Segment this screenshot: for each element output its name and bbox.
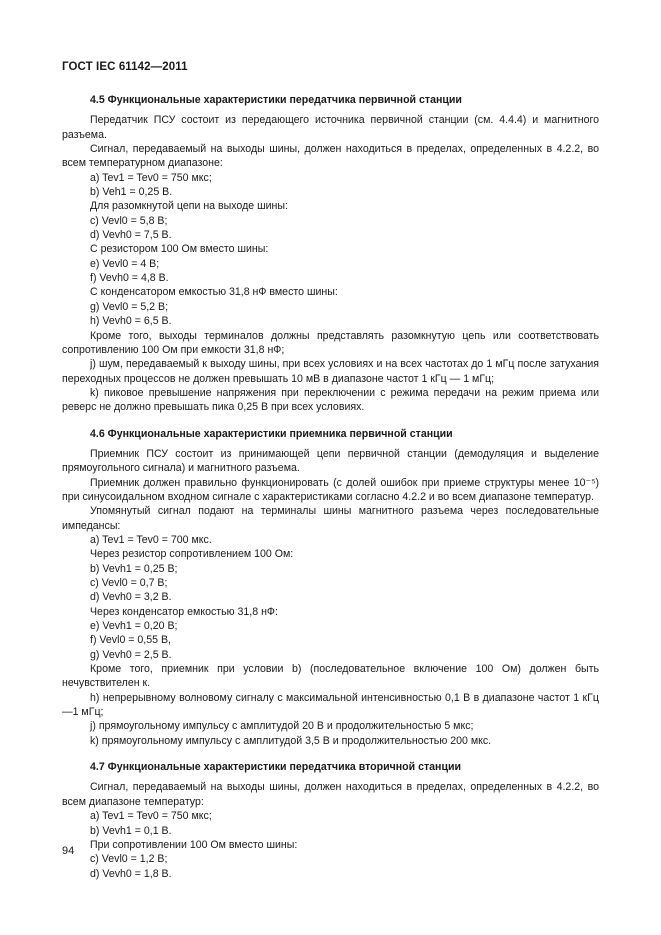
paragraph: Кроме того, приемник при условии b) (последовательное включение 100 Ом) должен быть нечувствителен к. <box>62 663 599 690</box>
paragraph: Передатчик ПСУ состоит из передающего источника первичной станции (см. 4.4.4) и магнитного разъема. <box>62 114 599 141</box>
list-item: a) Tev1 = Tev0 = 750 мкс; <box>90 810 212 823</box>
list-item: g) Vevl0 = 5,2 В; <box>90 300 169 313</box>
paragraph: Через резистор сопротивлением 100 Ом: <box>90 548 294 561</box>
list-item: c) Vevl0 = 5,8 В; <box>90 214 168 227</box>
list-item: f) Vevh0 = 4,8 В. <box>90 272 169 285</box>
list-item: b) Vevh1 = 0,1 В. <box>90 824 172 837</box>
list-item: f) Vevl0 = 0,55 В, <box>90 634 171 647</box>
paragraph: Приемник должен правильно функционировать (с долей ошибок при приеме структуры менее 10⁻⁵) при синусоидальном входном сигнале с характеристиками согласно 4.2.2 и во всем диапазоне температур. <box>62 476 599 503</box>
list-item: g) Vevh0 = 2,5 В. <box>90 648 172 661</box>
section-heading: 4.5 Функциональные характеристики передатчика первичной станции <box>90 94 462 106</box>
paragraph: Через конденсатор емкостью 31,8 нФ: <box>90 605 278 618</box>
list-item: j) шум, передаваемый к выходу шины, при всех условиях и на всех частотах до 1 мГц после затухания переходных процессов не должен превышать 10 мВ в диапазоне частот 1 кГц — 1 мГц; <box>62 358 599 385</box>
list-item: k) пиковое превышение напряжения при переключении с режима передачи на режим приема или реверс не должно превышать пика 0,25 В при всех условиях. <box>62 386 599 414</box>
page-number: 94 <box>62 845 75 857</box>
paragraph: С конденсатором емкостью 31,8 нФ вместо шины: <box>90 286 338 299</box>
section-heading: 4.7 Функциональные характеристики передатчика вторичной станции <box>90 761 461 774</box>
list-item: b) Vevh1 = 0,25 В; <box>90 562 178 575</box>
list-item: e) Vevh1 = 0,20 В; <box>90 620 178 633</box>
list-item: h) Vevh0 = 6,5 В. <box>90 315 172 328</box>
list-item: h) непрерывному волновому сигналу с максимальной интенсивностью 0,1 В в диапазоне частот 1 кГц —1 мГц; <box>62 691 599 719</box>
list-item: j) прямоугольному импульсу с амплитудой 20 В и продолжительностью 5 мкс; <box>90 720 474 733</box>
paragraph: Сигнал, передаваемый на выходы шины, должен находиться в пределах, определенных в 4.2.2, во всем температурном диапазоне: <box>62 143 599 170</box>
paragraph: Сигнал, передаваемый на выходы шины, должен находиться в пределах, определенных в 4.2.2, во всем диапазоне температур: <box>62 781 599 808</box>
section-heading: 4.6 Функциональные характеристики приемника первичной станции <box>90 427 453 440</box>
paragraph: Упомянутый сигнал подают на терминалы шины магнитного разъема через последовательные импедансы: <box>62 505 599 532</box>
paragraph: Приемник ПСУ состоит из принимающей цепи первичной станции (демодуляция и выделение прямоугольного сигнала) и магнитного разъема. <box>62 447 599 475</box>
list-item: k) прямоугольному импульсу с амплитудой 3,5 В и продолжительностью 200 мкс. <box>90 734 492 747</box>
paragraph: Для разомкнутой цепи на выходе шины: <box>90 200 288 213</box>
document-body <box>62 93 599 881</box>
paragraph: С резистором 100 Ом вместо шины: <box>90 243 269 256</box>
list-item: d) Vevh0 = 7,5 В. <box>90 229 172 242</box>
list-item: c) Vevl0 = 1,2 В; <box>90 853 168 866</box>
list-item: d) Vevh0 = 1,8 В. <box>90 867 172 880</box>
list-item: e) Vevl0 = 4 В; <box>90 257 160 270</box>
document-header: ГОСТ IEC 61142—2011 <box>62 61 188 73</box>
list-item: c) Vevl0 = 0,7 В; <box>90 577 168 589</box>
list-item: a) Tev1 = Tev0 = 750 мкс; <box>90 171 212 184</box>
paragraph: При сопротивлении 100 Ом вместо шины: <box>90 838 298 851</box>
paragraph: Кроме того, выходы терминалов должны представлять разомкнутую цепь или соответствовать сопротивлению 100 Ом при емкости 31,8 нФ; <box>62 329 599 356</box>
list-item: a) Tev1 = Tev0 = 700 мкс. <box>90 533 212 546</box>
list-item: d) Vevh0 = 3,2 В. <box>90 591 172 604</box>
list-item: b) Veh1 = 0,25 В. <box>90 186 173 199</box>
